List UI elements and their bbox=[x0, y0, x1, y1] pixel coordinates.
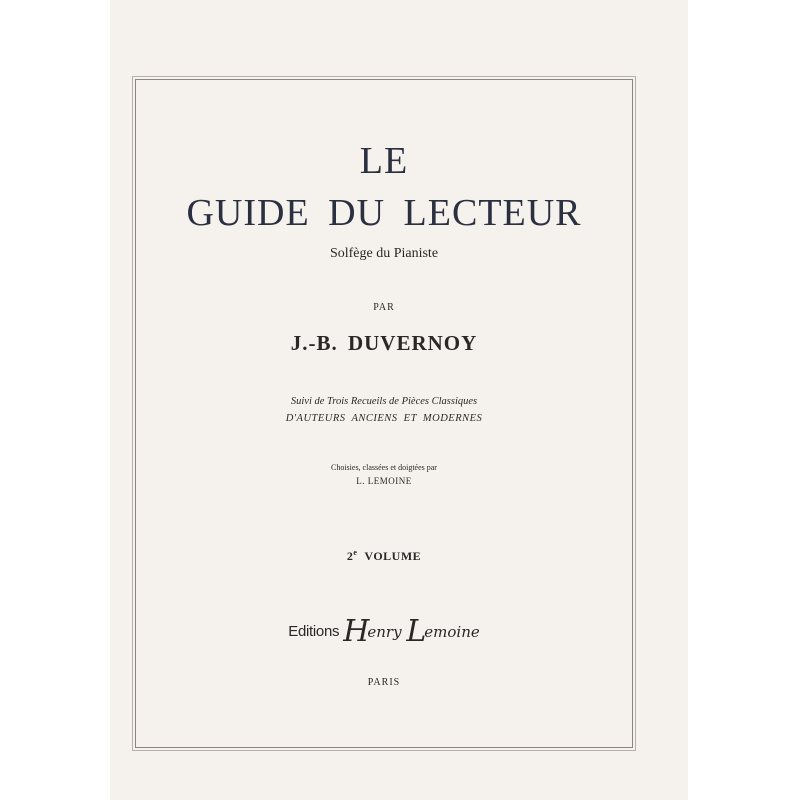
author-name: J.-B. DUVERNOY bbox=[290, 331, 478, 355]
collection-note-line-1: Suivi de Trois Recueils de Pièces Classiques bbox=[290, 396, 478, 407]
publisher-name-last: emoine bbox=[424, 623, 480, 641]
volume-label bbox=[135, 548, 633, 564]
editor-name: L. LEMOINE bbox=[356, 476, 412, 486]
logo-initial-h: H bbox=[343, 614, 368, 649]
publisher-logo bbox=[135, 614, 633, 662]
title-line-1: LE bbox=[359, 140, 409, 182]
publisher-name-first: enry bbox=[367, 623, 402, 641]
publisher-name bbox=[343, 614, 480, 649]
volume-number: 2 bbox=[346, 549, 354, 563]
logo-initial-l: L bbox=[406, 614, 425, 649]
publisher-prefix: Editions bbox=[288, 623, 340, 640]
publisher-city: PARIS bbox=[367, 677, 401, 688]
volume-word: VOLUME bbox=[364, 549, 422, 563]
volume-ordinal: e bbox=[353, 548, 358, 557]
subtitle: Solfège du Pianiste bbox=[329, 246, 439, 261]
collection-note-line-2: D'AUTEURS ANCIENS ET MODERNES bbox=[285, 413, 483, 424]
by-label: PAR bbox=[373, 302, 395, 313]
editor-intro: Choisies, classées et doigtées par bbox=[331, 463, 437, 472]
title-line-2: GUIDE DU LECTEUR bbox=[186, 192, 582, 234]
